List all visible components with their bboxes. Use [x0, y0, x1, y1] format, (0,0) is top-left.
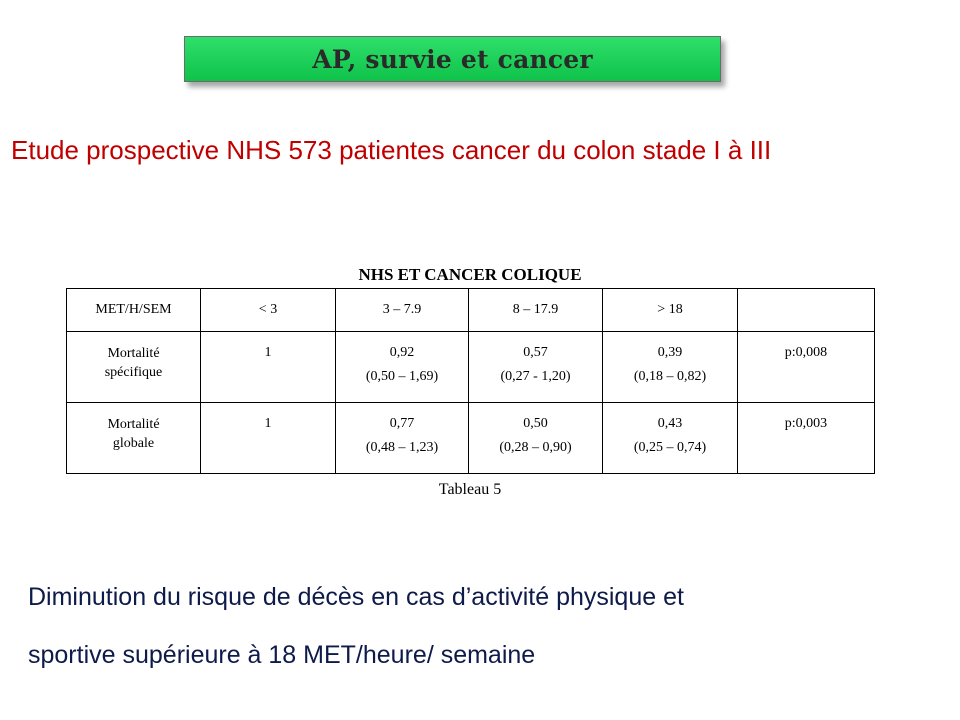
row-label-line1: Mortalité — [107, 346, 160, 361]
confidence-interval: (0,28 – 0,90) — [499, 440, 572, 455]
table-header-row — [67, 289, 875, 332]
header-cell: 3 – 7.9 — [336, 289, 469, 332]
hazard-ratio: 0,50 — [523, 416, 548, 431]
value-cell — [201, 332, 336, 403]
header-cell: > 18 — [603, 289, 738, 332]
row-label-line1: Mortalité — [107, 417, 160, 432]
value-cell — [603, 332, 738, 403]
table-title: NHS ET CANCER COLIQUE — [358, 265, 582, 284]
hazard-ratio: 0,57 — [523, 345, 548, 360]
row-label-cell — [67, 332, 201, 403]
hazard-ratio: 1 — [264, 345, 272, 360]
confidence-interval: (0,50 – 1,69) — [365, 369, 439, 384]
row-label — [67, 344, 200, 382]
confidence-interval: (0,48 – 1,23) — [365, 440, 439, 455]
header-cell — [738, 289, 875, 332]
table-row — [67, 332, 875, 403]
row-label-cell — [67, 403, 201, 474]
value-cell — [469, 403, 603, 474]
hazard-ratio: 0,43 — [657, 416, 683, 431]
table-row — [67, 403, 875, 474]
conclusion-line-1: Diminution du risque de décès en cas d’activité physique et — [28, 583, 684, 611]
hazard-ratio: 0,77 — [389, 416, 415, 431]
table-caption: Tableau 5 — [438, 481, 502, 498]
p-value: p:0,008 — [784, 345, 828, 360]
p-value: p:0,003 — [784, 416, 828, 431]
slide-title-box — [184, 36, 721, 82]
results-table — [66, 288, 875, 474]
value-cell — [603, 403, 738, 474]
value-cell — [336, 403, 469, 474]
confidence-interval: (0,25 – 0,74) — [633, 440, 707, 455]
hazard-ratio: 0,39 — [657, 345, 683, 360]
header-cell: < 3 — [201, 289, 336, 332]
slide-title: AP, survie et cancer — [312, 44, 593, 74]
hazard-ratio: 1 — [264, 416, 272, 431]
conclusion-line-2: sportive supérieure à 18 MET/heure/ semaine — [28, 641, 536, 669]
row-label-line2: globale — [112, 436, 155, 451]
value-cell — [469, 332, 603, 403]
row-label — [67, 415, 200, 453]
p-value-cell — [738, 332, 875, 403]
p-value-cell — [738, 403, 875, 474]
conclusion-text — [28, 568, 948, 684]
header-cell: 8 – 17.9 — [469, 289, 603, 332]
value-cell — [336, 332, 469, 403]
study-subtitle: Etude prospective NHS 573 patientes cancer du colon stade I à III — [11, 135, 772, 165]
confidence-interval: (0,27 - 1,20) — [500, 369, 571, 384]
row-label-line2: spécifique — [104, 365, 163, 380]
header-cell: MET/H/SEM — [67, 289, 201, 332]
value-cell — [201, 403, 336, 474]
hazard-ratio: 0,92 — [389, 345, 415, 360]
confidence-interval: (0,18 – 0,82) — [633, 369, 707, 384]
